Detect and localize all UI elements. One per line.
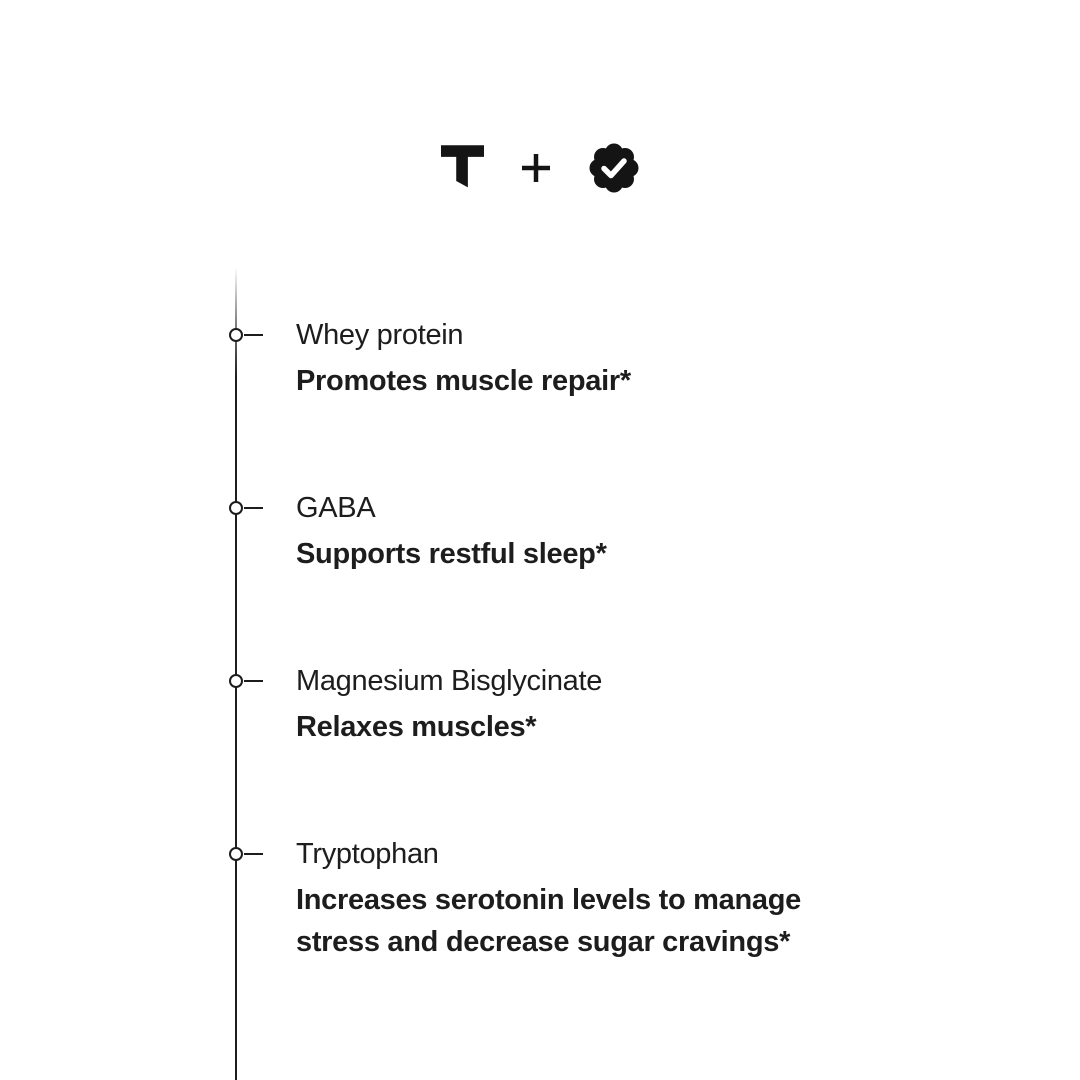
brand-t-icon (441, 145, 484, 192)
marker-dash-icon (244, 507, 263, 509)
marker-circle-icon (229, 328, 243, 342)
ingredient-name: Tryptophan (296, 838, 439, 870)
marker-circle-icon (229, 847, 243, 861)
marker-dash-icon (244, 680, 263, 682)
ingredient-benefit: Relaxes muscles* (296, 711, 537, 743)
timeline-marker (229, 674, 263, 688)
ingredient-benefit: Supports restful sleep* (296, 538, 607, 570)
timeline-item-whey-protein (296, 314, 906, 402)
timeline-item-gaba (296, 487, 906, 575)
marker-dash-icon (244, 853, 263, 855)
marker-circle-icon (229, 501, 243, 515)
ingredient-name: Whey protein (296, 319, 464, 351)
ingredient-name: GABA (296, 492, 376, 524)
marker-circle-icon (229, 674, 243, 688)
brand-lockup (0, 140, 1080, 196)
verified-badge-icon (588, 142, 640, 194)
plus-icon (520, 152, 552, 184)
timeline-marker (229, 847, 263, 861)
marker-dash-icon (244, 334, 263, 336)
timeline-item-tryptophan (296, 833, 906, 963)
timeline-marker (229, 501, 263, 515)
timeline-item-magnesium-bisglycinate (296, 660, 906, 748)
timeline-marker (229, 328, 263, 342)
ingredient-benefit: Promotes muscle repair* (296, 365, 631, 397)
ingredient-benefit: Increases serotonin levels to manage stress and decrease sugar cravings* (296, 884, 801, 958)
ingredient-name: Magnesium Bisglycinate (296, 665, 603, 697)
